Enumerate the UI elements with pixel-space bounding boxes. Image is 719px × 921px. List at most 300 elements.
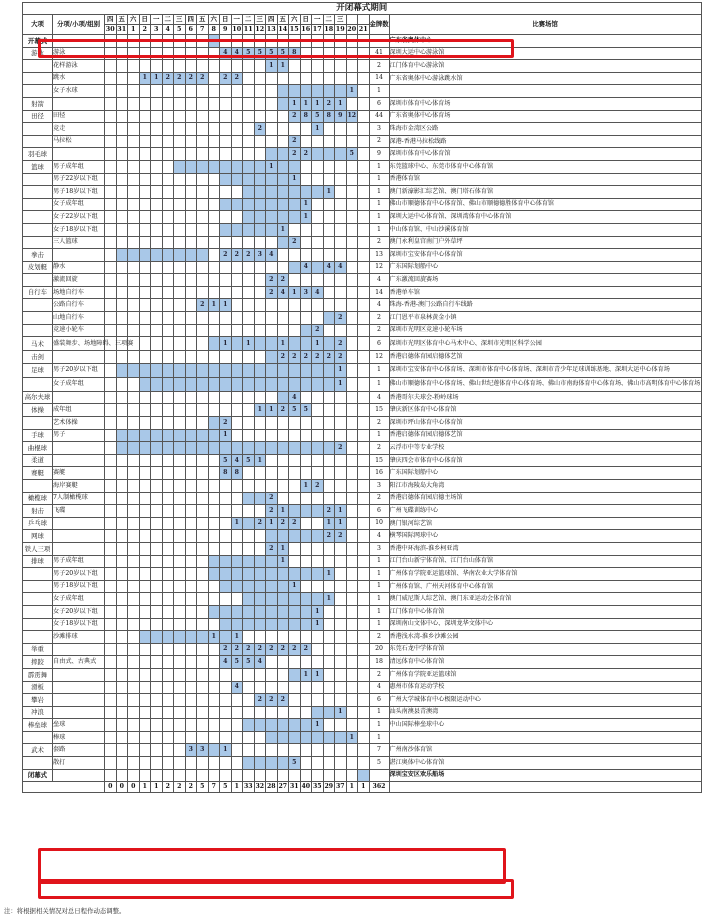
day-cell (220, 605, 232, 618)
day-cell (162, 377, 174, 391)
day-cell (300, 391, 312, 404)
medal-count-cell: 14 (369, 286, 389, 299)
day-cell (116, 123, 128, 136)
venue-cell: 深港-香港马拉松线路 (389, 135, 701, 148)
medal-count-cell: 9 (369, 148, 389, 161)
day-cell (346, 417, 358, 430)
day-cell (139, 517, 151, 530)
day-cell (346, 467, 358, 480)
sport-cell: 武术 (23, 744, 53, 757)
day-cell (105, 681, 117, 694)
day-cell (116, 694, 128, 707)
day-cell (208, 757, 220, 770)
day-cell (139, 467, 151, 480)
day-cell (151, 429, 163, 442)
venue-cell: 香港启德体育园启德体艺馆 (389, 429, 701, 442)
day-cell: 1 (323, 568, 335, 581)
day-cell (277, 211, 289, 224)
day-cell (139, 60, 151, 73)
day-cell (277, 618, 289, 631)
day-cell (254, 110, 266, 123)
table-row (23, 223, 702, 236)
day-cell (266, 198, 278, 211)
day-cell (105, 580, 117, 593)
day-cell (358, 173, 370, 186)
table-row (23, 480, 702, 493)
day-cell (312, 417, 324, 430)
day-cell (312, 442, 324, 455)
day-cell (185, 404, 197, 417)
medal-count-cell: 1 (369, 580, 389, 593)
subcategory-cell (53, 530, 105, 543)
day-cell: 2 (323, 97, 335, 110)
day-cell (220, 211, 232, 224)
day-cell (162, 681, 174, 694)
day-cell: 1 (335, 517, 347, 530)
day-cell (300, 429, 312, 442)
day-cell (208, 593, 220, 606)
day-cell (312, 72, 324, 85)
day-cell (162, 198, 174, 211)
day-cell: 2 (289, 236, 301, 249)
day-cell (266, 337, 278, 351)
day-cell (266, 442, 278, 455)
day-cell (105, 517, 117, 530)
subcategory-cell: 套路 (53, 744, 105, 757)
day-cell (346, 123, 358, 136)
day-cell (243, 160, 255, 173)
day-cell (151, 47, 163, 60)
day-cell: 2 (300, 643, 312, 656)
venue-cell: 广州体育学院亚运篮球馆 (389, 668, 701, 681)
day-cell (105, 47, 117, 60)
day-cell (277, 706, 289, 719)
sport-cell (23, 480, 53, 493)
day-cell: 2 (254, 517, 266, 530)
day-cell (105, 706, 117, 719)
day-cell (358, 404, 370, 417)
day-cell (335, 72, 347, 85)
day-cell (185, 731, 197, 744)
day-cell (174, 363, 186, 377)
medal-count-cell: 4 (369, 530, 389, 543)
day-cell (277, 417, 289, 430)
day-cell (128, 555, 140, 568)
day-cell (335, 643, 347, 656)
day-cell (254, 492, 266, 505)
day-cell (116, 363, 128, 377)
day-cell (174, 480, 186, 493)
day-cell (105, 757, 117, 770)
day-cell (151, 211, 163, 224)
day-cell (266, 236, 278, 249)
venue-cell: 云浮市中等专业学校 (389, 442, 701, 455)
subcategory-cell: 女子成年组 (53, 377, 105, 391)
day-cell (266, 211, 278, 224)
day-cell (174, 110, 186, 123)
day-cell: 4 (254, 656, 266, 669)
day-cell (128, 299, 140, 312)
day-cell (358, 123, 370, 136)
day-cell (162, 286, 174, 299)
day-cell (266, 377, 278, 391)
day-cell (220, 731, 232, 744)
day-cell (105, 429, 117, 442)
day-cell (358, 97, 370, 110)
day-cell (335, 542, 347, 555)
day-cell (197, 429, 209, 442)
venue-cell: 东莞篮球中心、东莞市体育中心体育馆 (389, 160, 701, 173)
day-cell (300, 60, 312, 73)
day-cell: 2 (185, 72, 197, 85)
day-cell (289, 631, 301, 644)
day-cell (116, 517, 128, 530)
day-cell (266, 719, 278, 732)
day-cell (243, 517, 255, 530)
day-cell (358, 555, 370, 568)
day-cell (139, 391, 151, 404)
day-cell: 1 (220, 744, 232, 757)
day-cell (266, 123, 278, 136)
day-cell (128, 694, 140, 707)
day-cell (208, 249, 220, 262)
subcategory-cell: 女子水球 (53, 85, 105, 98)
day-cell (105, 442, 117, 455)
day-cell (197, 261, 209, 274)
day-cell (105, 377, 117, 391)
day-cell (266, 706, 278, 719)
day-cell (128, 286, 140, 299)
day-cell (335, 160, 347, 173)
day-cell (208, 261, 220, 274)
day-cell (254, 417, 266, 430)
day-cell (300, 568, 312, 581)
day-cell (346, 454, 358, 467)
day-cell (243, 312, 255, 325)
totals-venue-blank (389, 782, 701, 793)
day-cell (162, 656, 174, 669)
day-cell (358, 744, 370, 757)
venue-cell: 广州南沙体育馆 (389, 744, 701, 757)
day-cell (300, 454, 312, 467)
day-cell (151, 618, 163, 631)
day-cell (300, 377, 312, 391)
day-cell (220, 618, 232, 631)
table-row (23, 377, 702, 391)
day-cell (174, 47, 186, 60)
medal-count-cell: 14 (369, 72, 389, 85)
day-cell (300, 656, 312, 669)
day-cell (162, 480, 174, 493)
sport-cell (23, 135, 53, 148)
venue-cell: 肇庆新区体育中心体育馆 (389, 404, 701, 417)
day-cell (300, 35, 312, 48)
venue-cell: 深圳南山文体中心、深圳龙华文体中心 (389, 618, 701, 631)
subcategory-cell: 男子18岁以下组 (53, 580, 105, 593)
day-cell (151, 656, 163, 669)
day-cell (151, 110, 163, 123)
day-cell (162, 605, 174, 618)
table-row (23, 505, 702, 518)
day-cell (277, 605, 289, 618)
day-cell (266, 757, 278, 770)
sport-cell: 足球 (23, 363, 53, 377)
header-weekday: 二 (162, 15, 174, 25)
day-cell (139, 631, 151, 644)
day-cell (346, 631, 358, 644)
day-cell (151, 391, 163, 404)
day-cell (105, 324, 117, 337)
day-cell (266, 173, 278, 186)
day-cell (231, 530, 243, 543)
day-cell (197, 580, 209, 593)
day-cell (231, 85, 243, 98)
day-cell (277, 135, 289, 148)
day-cell (358, 731, 370, 744)
table-row (23, 148, 702, 161)
subcategory-cell: 棒球 (53, 731, 105, 744)
day-cell (335, 656, 347, 669)
day-cell (266, 312, 278, 325)
day-cell (162, 731, 174, 744)
day-cell (323, 223, 335, 236)
day-cell (116, 442, 128, 455)
medal-count-cell: 1 (369, 618, 389, 631)
day-cell (208, 442, 220, 455)
day-cell: 5 (220, 454, 232, 467)
table-row (23, 429, 702, 442)
day-cell (323, 337, 335, 351)
day-cell (116, 580, 128, 593)
day-cell (323, 391, 335, 404)
day-cell (151, 274, 163, 287)
day-cell (105, 542, 117, 555)
day-cell: 2 (277, 274, 289, 287)
day-cell (277, 631, 289, 644)
day-cell (116, 85, 128, 98)
day-cell (174, 505, 186, 518)
day-cell: 4 (335, 261, 347, 274)
day-cell (289, 480, 301, 493)
header-weekday: 日 (300, 15, 312, 25)
day-cell (277, 391, 289, 404)
venue-cell: 深圳市体育中心体育馆 (389, 148, 701, 161)
day-cell (300, 719, 312, 732)
day-cell (335, 35, 347, 48)
day-cell (312, 173, 324, 186)
day-cell (174, 286, 186, 299)
day-cell (231, 731, 243, 744)
day-cell: 1 (323, 186, 335, 199)
day-cell (358, 186, 370, 199)
day-cell (231, 605, 243, 618)
day-cell (185, 110, 197, 123)
subcategory-cell: 自由式、古典式 (53, 656, 105, 669)
day-cell (243, 148, 255, 161)
day-cell (139, 429, 151, 442)
day-cell: 1 (277, 223, 289, 236)
subcategory-cell: 垒球 (53, 719, 105, 732)
day-cell (185, 35, 197, 48)
day-cell (300, 593, 312, 606)
day-cell (335, 631, 347, 644)
day-cell (105, 312, 117, 325)
day-cell (231, 580, 243, 593)
day-cell (105, 505, 117, 518)
day-cell (277, 757, 289, 770)
venue-cell: 珠海-香港-澳门公路自行车线路 (389, 299, 701, 312)
day-cell (116, 757, 128, 770)
day-cell (243, 429, 255, 442)
day-cell (162, 186, 174, 199)
day-cell (312, 236, 324, 249)
table-row (23, 404, 702, 417)
day-cell (289, 681, 301, 694)
day-cell (116, 542, 128, 555)
day-cell (139, 593, 151, 606)
day-cell (185, 517, 197, 530)
day-cell (185, 351, 197, 364)
day-cell (116, 706, 128, 719)
day-cell (220, 35, 232, 48)
day-cell (208, 97, 220, 110)
table-row (23, 517, 702, 530)
day-cell: 1 (277, 337, 289, 351)
grand-total-medals: 362 (369, 782, 389, 793)
medal-count-cell: 20 (369, 643, 389, 656)
day-cell (162, 492, 174, 505)
medal-count-cell: 1 (369, 429, 389, 442)
header-weekday: 二 (323, 15, 335, 25)
day-cell (335, 324, 347, 337)
day-cell (220, 148, 232, 161)
day-cell (300, 542, 312, 555)
day-cell (335, 135, 347, 148)
header-weekday: 二 (243, 15, 255, 25)
day-cell (277, 744, 289, 757)
daily-total-cell: 0 (116, 782, 128, 793)
day-cell: 4 (220, 47, 232, 60)
day-cell (358, 299, 370, 312)
medal-count-cell: 1 (369, 173, 389, 186)
subcategory-cell: 女子22岁以下组 (53, 211, 105, 224)
day-cell (197, 391, 209, 404)
day-cell (231, 429, 243, 442)
day-cell (128, 568, 140, 581)
day-cell (197, 404, 209, 417)
sport-cell (23, 605, 53, 618)
day-cell (105, 769, 117, 782)
day-cell (358, 236, 370, 249)
day-cell (185, 223, 197, 236)
day-cell (197, 337, 209, 351)
day-cell: 1 (220, 299, 232, 312)
day-cell (323, 668, 335, 681)
medal-count-cell: 1 (369, 160, 389, 173)
day-cell (277, 312, 289, 325)
day-cell (197, 731, 209, 744)
day-cell (358, 643, 370, 656)
day-cell (323, 429, 335, 442)
day-cell (346, 186, 358, 199)
day-cell (358, 480, 370, 493)
day-cell: 1 (335, 706, 347, 719)
day-cell (243, 324, 255, 337)
day-cell (139, 719, 151, 732)
header-weekday: 一 (231, 15, 243, 25)
day-cell (289, 312, 301, 325)
day-cell (254, 668, 266, 681)
day-cell (174, 417, 186, 430)
day-cell (174, 656, 186, 669)
sport-cell (23, 377, 53, 391)
subcategory-cell: 三人篮球 (53, 236, 105, 249)
day-cell (254, 442, 266, 455)
day-cell (358, 286, 370, 299)
day-cell (208, 694, 220, 707)
day-cell (231, 135, 243, 148)
venue-cell: 澳门威尼斯人综艺馆、澳门东亚运动会体育馆 (389, 593, 701, 606)
day-cell (231, 744, 243, 757)
table-row (23, 35, 702, 48)
medal-count-cell: 4 (369, 274, 389, 287)
day-cell (346, 236, 358, 249)
day-cell (220, 324, 232, 337)
day-cell: 1 (312, 605, 324, 618)
day-cell (312, 299, 324, 312)
day-cell (254, 555, 266, 568)
venue-cell: 中山国际棒垒球中心 (389, 719, 701, 732)
day-cell (197, 97, 209, 110)
day-cell (162, 160, 174, 173)
day-cell (220, 542, 232, 555)
day-cell (105, 160, 117, 173)
day-cell: 1 (300, 198, 312, 211)
day-cell (197, 769, 209, 782)
day-cell: 2 (266, 274, 278, 287)
day-cell (139, 110, 151, 123)
day-cell (197, 186, 209, 199)
day-cell (105, 148, 117, 161)
day-cell (151, 668, 163, 681)
day-cell (185, 312, 197, 325)
day-cell (116, 135, 128, 148)
day-cell (139, 757, 151, 770)
day-cell (277, 72, 289, 85)
day-cell (162, 312, 174, 325)
day-cell (346, 618, 358, 631)
day-cell (266, 480, 278, 493)
medal-count-cell: 2 (369, 668, 389, 681)
day-cell (289, 60, 301, 73)
day-cell (116, 35, 128, 48)
day-cell (220, 480, 232, 493)
subcategory-cell: 竞走 (53, 123, 105, 136)
day-cell (162, 568, 174, 581)
day-cell (358, 467, 370, 480)
day-cell (335, 60, 347, 73)
day-cell: 2 (220, 249, 232, 262)
day-cell (220, 631, 232, 644)
subcategory-cell (53, 442, 105, 455)
day-cell: 2 (231, 72, 243, 85)
day-cell (208, 363, 220, 377)
day-cell (266, 656, 278, 669)
day-cell (151, 769, 163, 782)
subcategory-cell: 公路自行车 (53, 299, 105, 312)
day-cell (197, 454, 209, 467)
medal-count-cell: 5 (369, 757, 389, 770)
